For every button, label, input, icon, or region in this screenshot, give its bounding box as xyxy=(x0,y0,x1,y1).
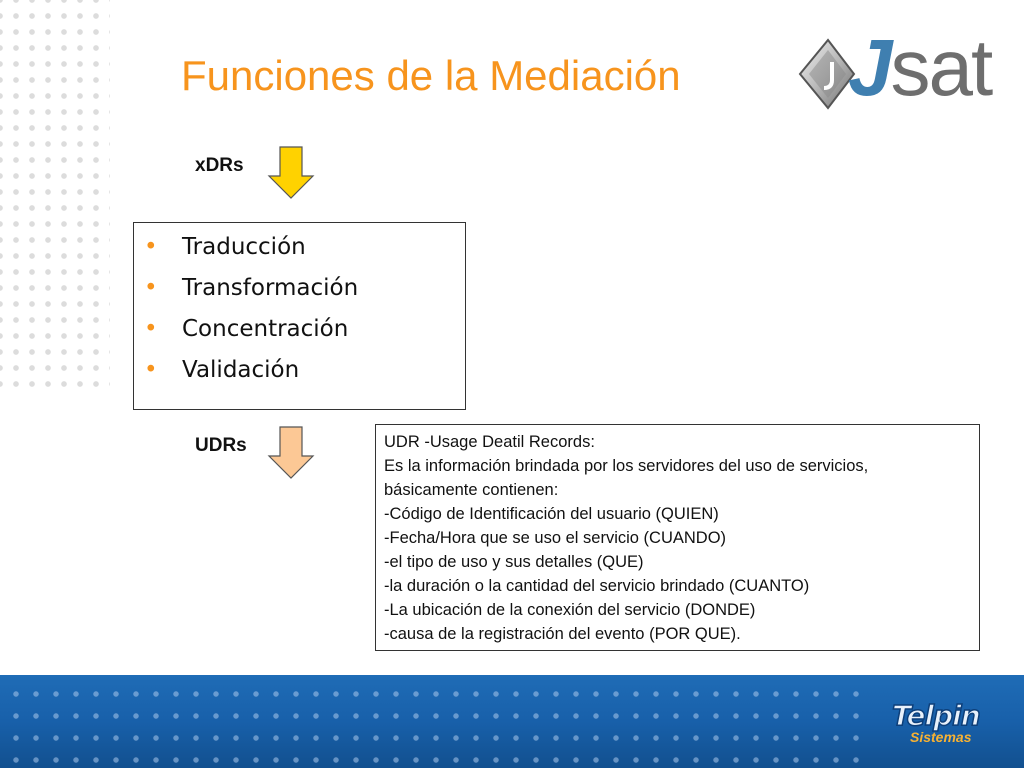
function-item: • Concentración xyxy=(144,312,358,353)
udr-description-box xyxy=(375,424,980,651)
udr-description-line: UDR -Usage Deatil Records: xyxy=(384,433,595,451)
telpin-subtitle: Sistemas xyxy=(910,729,972,745)
function-item: • Transformación xyxy=(144,271,358,312)
jsat-wordmark: Jsat xyxy=(848,23,992,112)
mediation-functions-list xyxy=(144,230,358,394)
telpin-logo xyxy=(888,699,1008,749)
footer-dot-pattern xyxy=(0,675,870,768)
jsat-logo xyxy=(796,23,1006,116)
udr-description-line: -La ubicación de la conexión del servicio (DONDE) xyxy=(384,601,756,619)
down-arrow-icon xyxy=(266,146,316,200)
bullet-icon: • xyxy=(144,316,158,342)
udr-description-line: -causa de la registración del evento (POR QUE). xyxy=(384,625,741,643)
decorative-dot-grid xyxy=(0,0,110,395)
udr-description-line: -la duración o la cantidad del servicio brindado (CUANTO) xyxy=(384,577,810,595)
bullet-icon: • xyxy=(144,234,158,260)
mediation-functions-box xyxy=(133,222,466,410)
bullet-icon: • xyxy=(144,357,158,383)
function-item: • Traducción xyxy=(144,230,358,271)
udrs-label: UDRs xyxy=(195,435,247,456)
udr-description-line: básicamente contienen: xyxy=(384,481,559,499)
udr-description-line: -el tipo de uso y sus detalles (QUE) xyxy=(384,553,644,571)
footer-band xyxy=(0,675,1024,768)
slide-title: Funciones de la Mediación xyxy=(181,52,681,99)
down-arrow-icon xyxy=(266,426,316,480)
function-item: • Validación xyxy=(144,353,358,394)
bullet-icon: • xyxy=(144,275,158,301)
udr-description-line: -Código de Identificación del usuario (QUIEN) xyxy=(384,505,719,523)
xdrs-label: xDRs xyxy=(195,155,244,176)
telpin-wordmark: Telpin xyxy=(892,699,980,732)
jsat-diamond-icon xyxy=(796,36,856,116)
udr-description-line: -Fecha/Hora que se uso el servicio (CUANDO) xyxy=(384,529,727,547)
udr-description-line: Es la información brindada por los servidores del uso de servicios, xyxy=(384,457,869,475)
